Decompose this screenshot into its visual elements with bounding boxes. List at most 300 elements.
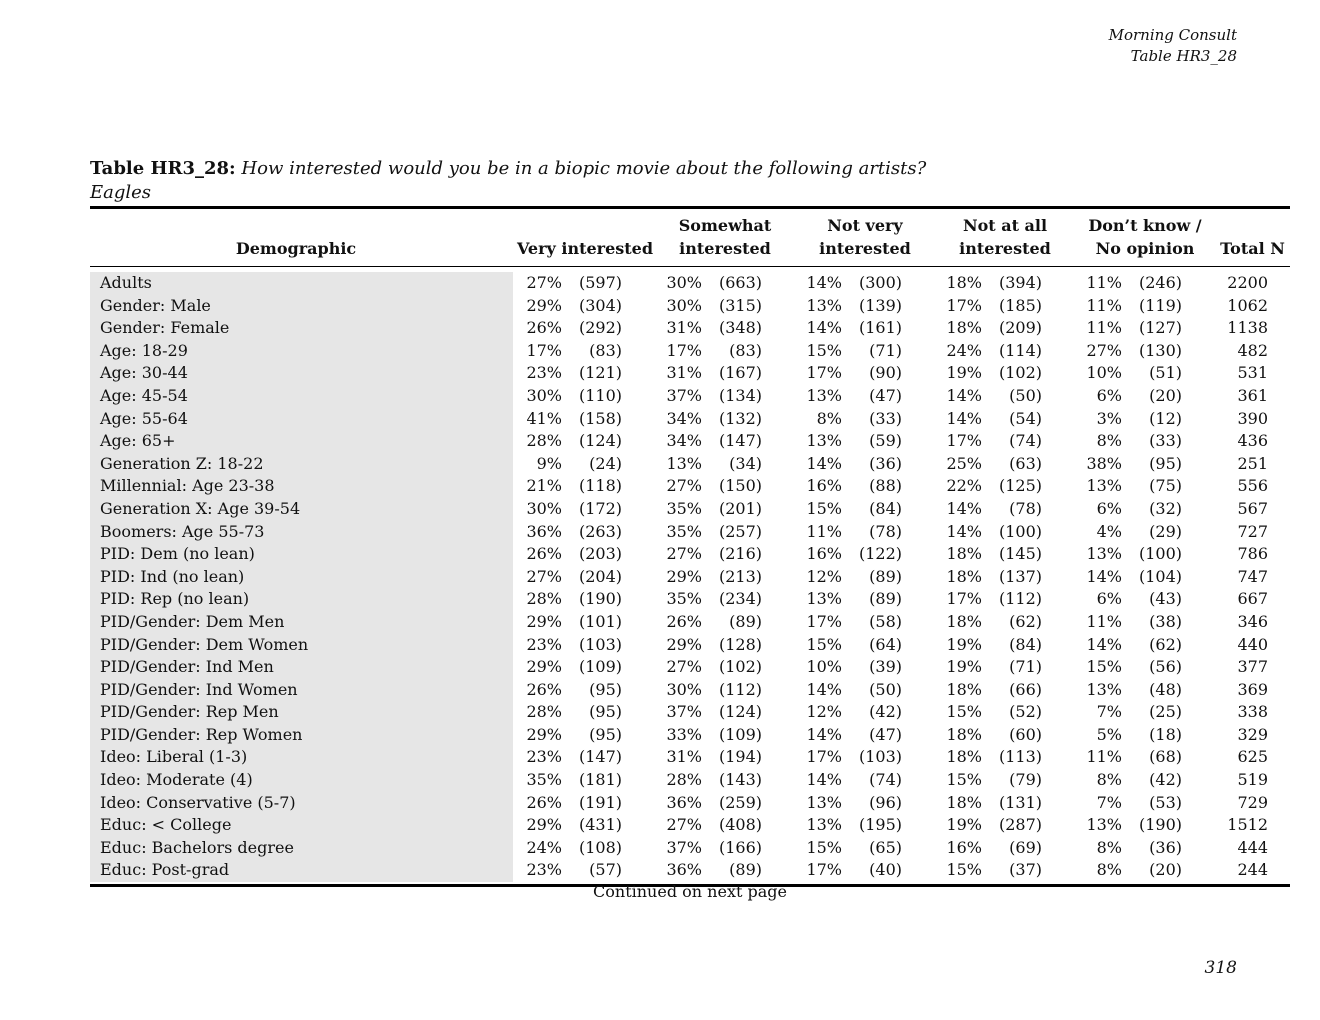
cell-total-n: 1062 — [1227, 295, 1268, 315]
cell-percent: 30% — [666, 273, 702, 292]
table-row — [90, 611, 1290, 634]
cell-count: (57) — [589, 860, 622, 880]
table-row — [90, 362, 1290, 385]
cell-count: (300) — [858, 273, 902, 292]
cell-count: (112) — [998, 589, 1042, 609]
table-row — [90, 475, 1290, 498]
cell-percent: 19% — [946, 363, 982, 383]
row-label: Generation Z: 18-22 — [100, 453, 264, 473]
cell-percent: 17% — [806, 611, 842, 631]
cell-count: (52) — [1009, 702, 1042, 722]
row-label: Boomers: Age 55-73 — [100, 521, 265, 541]
table-row — [90, 814, 1290, 837]
cell-count: (204) — [578, 566, 622, 586]
cell-count: (96) — [869, 792, 902, 812]
cell-count: (348) — [718, 318, 762, 338]
cell-percent: 15% — [946, 770, 982, 790]
cell-count: (90) — [869, 363, 902, 383]
cell-count: (127) — [1138, 318, 1182, 338]
cell-percent: 18% — [946, 318, 982, 338]
cell-count: (104) — [1138, 566, 1182, 586]
cell-percent: 15% — [946, 702, 982, 722]
cell-percent: 13% — [1086, 679, 1122, 699]
cell-percent: 13% — [806, 815, 842, 835]
cell-count: (32) — [1149, 498, 1182, 518]
cell-count: (101) — [578, 611, 622, 631]
cell-percent: 35% — [666, 589, 702, 609]
table-header — [90, 209, 1290, 267]
cell-percent: 12% — [806, 702, 842, 722]
cell-count: (161) — [858, 318, 902, 338]
cell-percent: 17% — [666, 340, 702, 360]
cell-percent: 17% — [946, 431, 982, 451]
row-label: Millennial: Age 23-38 — [100, 476, 275, 496]
cell-count: (60) — [1009, 724, 1042, 744]
cell-percent: 17% — [526, 340, 562, 360]
cell-count: (124) — [718, 702, 762, 722]
cell-count: (304) — [578, 295, 622, 315]
table-row — [90, 588, 1290, 611]
cell-total-n: 361 — [1237, 385, 1268, 405]
cell-total-n: 244 — [1237, 860, 1268, 880]
cell-percent: 14% — [1086, 634, 1122, 654]
cell-percent: 35% — [666, 521, 702, 541]
cell-count: (62) — [1149, 634, 1182, 654]
row-label: PID/Gender: Rep Men — [100, 702, 279, 722]
cell-count: (84) — [1009, 634, 1042, 654]
table-row — [90, 498, 1290, 521]
cell-percent: 11% — [1086, 611, 1122, 631]
source-name: Morning Consult — [1108, 26, 1237, 44]
cell-percent: 24% — [946, 340, 982, 360]
cell-count: (203) — [578, 544, 622, 564]
cell-count: (42) — [1149, 770, 1182, 790]
row-label: PID/Gender: Rep Women — [100, 724, 303, 744]
cell-percent: 27% — [666, 544, 702, 564]
cell-count: (246) — [1138, 273, 1182, 292]
cell-percent: 19% — [946, 657, 982, 677]
cell-total-n: 251 — [1237, 453, 1268, 473]
cell-percent: 31% — [666, 747, 702, 767]
cell-percent: 29% — [666, 634, 702, 654]
cell-percent: 23% — [526, 747, 562, 767]
cell-percent: 29% — [526, 724, 562, 744]
row-label: PID: Rep (no lean) — [100, 589, 250, 609]
cell-percent: 17% — [946, 589, 982, 609]
cell-count: (172) — [578, 498, 622, 518]
cell-count: (209) — [998, 318, 1042, 338]
cell-count: (131) — [998, 792, 1042, 812]
cell-count: (50) — [869, 679, 902, 699]
cell-count: (89) — [869, 566, 902, 586]
cell-count: (36) — [869, 453, 902, 473]
cell-total-n: 1138 — [1227, 318, 1268, 338]
cell-count: (78) — [869, 521, 902, 541]
col-header-somewhat-interested: Somewhat interested — [678, 216, 772, 258]
cell-count: (59) — [869, 431, 902, 451]
row-label: Ideo: Conservative (5-7) — [100, 792, 296, 812]
cell-percent: 11% — [1086, 295, 1122, 315]
cell-percent: 4% — [1096, 521, 1122, 541]
cell-count: (112) — [718, 679, 762, 699]
cell-count: (95) — [1149, 453, 1182, 473]
cell-total-n: 346 — [1237, 611, 1268, 631]
table-row — [90, 521, 1290, 544]
cell-percent: 11% — [1086, 747, 1122, 767]
page-number: 318 — [1204, 958, 1237, 978]
cell-count: (47) — [869, 724, 902, 744]
cell-count: (89) — [729, 611, 762, 631]
cell-count: (113) — [998, 747, 1042, 767]
cell-count: (47) — [869, 385, 902, 405]
row-label: Age: 65+ — [100, 431, 176, 451]
cell-percent: 23% — [526, 860, 562, 880]
table-row — [90, 724, 1290, 747]
cell-count: (71) — [869, 340, 902, 360]
cell-percent: 15% — [806, 498, 842, 518]
table-row — [90, 295, 1290, 318]
cell-total-n: 531 — [1237, 363, 1268, 383]
cell-count: (33) — [1149, 431, 1182, 451]
cell-percent: 29% — [526, 657, 562, 677]
cell-total-n: 729 — [1237, 792, 1268, 812]
cell-count: (68) — [1149, 747, 1182, 767]
cell-percent: 17% — [806, 363, 842, 383]
cell-count: (213) — [718, 566, 762, 586]
row-label: Age: 55-64 — [100, 408, 188, 428]
cell-percent: 27% — [666, 476, 702, 496]
cell-percent: 30% — [526, 498, 562, 518]
cell-count: (54) — [1009, 408, 1042, 428]
cell-count: (42) — [869, 702, 902, 722]
cell-percent: 13% — [666, 453, 702, 473]
cell-count: (25) — [1149, 702, 1182, 722]
table-row — [90, 272, 1290, 295]
cell-count: (37) — [1009, 860, 1042, 880]
cell-count: (190) — [1138, 815, 1182, 835]
cell-percent: 18% — [946, 724, 982, 744]
cell-count: (194) — [718, 747, 762, 767]
cell-count: (394) — [998, 273, 1042, 292]
cell-count: (121) — [578, 363, 622, 383]
cell-count: (29) — [1149, 521, 1182, 541]
cell-count: (95) — [589, 702, 622, 722]
row-label: Adults — [100, 273, 152, 292]
row-label: Educ: < College — [100, 815, 232, 835]
cell-percent: 36% — [526, 521, 562, 541]
cell-percent: 18% — [946, 273, 982, 292]
cell-percent: 28% — [526, 589, 562, 609]
cell-percent: 8% — [1096, 837, 1122, 857]
cell-percent: 29% — [666, 566, 702, 586]
cell-percent: 7% — [1096, 792, 1122, 812]
crosstab-table — [90, 206, 1290, 887]
cell-count: (181) — [578, 770, 622, 790]
cell-percent: 8% — [1096, 770, 1122, 790]
cell-percent: 13% — [1086, 544, 1122, 564]
cell-count: (50) — [1009, 385, 1042, 405]
row-label: Age: 45-54 — [100, 385, 188, 405]
cell-percent: 34% — [666, 431, 702, 451]
cell-count: (263) — [578, 521, 622, 541]
row-label: PID: Ind (no lean) — [100, 566, 245, 586]
table-label: Table HR3_28: — [90, 158, 236, 179]
table-row — [90, 317, 1290, 340]
cell-total-n: 444 — [1237, 837, 1268, 857]
cell-total-n: 556 — [1237, 476, 1268, 496]
cell-count: (134) — [718, 385, 762, 405]
cell-total-n: 786 — [1237, 544, 1268, 564]
cell-percent: 27% — [526, 566, 562, 586]
cell-percent: 18% — [946, 747, 982, 767]
cell-percent: 27% — [666, 657, 702, 677]
cell-percent: 11% — [1086, 318, 1122, 338]
cell-percent: 14% — [806, 273, 842, 292]
cell-percent: 37% — [666, 385, 702, 405]
cell-percent: 14% — [806, 453, 842, 473]
table-subject: Eagles — [90, 182, 152, 203]
cell-count: (100) — [1138, 544, 1182, 564]
cell-count: (130) — [1138, 340, 1182, 360]
cell-count: (75) — [1149, 476, 1182, 496]
table-id: Table HR3_28 — [1130, 47, 1237, 65]
cell-count: (95) — [589, 724, 622, 744]
cell-count: (216) — [718, 544, 762, 564]
cell-percent: 16% — [806, 476, 842, 496]
table-row — [90, 792, 1290, 815]
cell-percent: 18% — [946, 611, 982, 631]
cell-count: (145) — [998, 544, 1042, 564]
table-row — [90, 634, 1290, 657]
cell-percent: 14% — [946, 408, 982, 428]
cell-percent: 7% — [1096, 702, 1122, 722]
cell-count: (119) — [1138, 295, 1182, 315]
cell-count: (69) — [1009, 837, 1042, 857]
row-label: Educ: Bachelors degree — [100, 837, 294, 857]
table-row — [90, 340, 1290, 363]
col-header-dont-know: Don’t know / No opinion — [1088, 216, 1202, 258]
cell-percent: 37% — [666, 702, 702, 722]
cell-count: (64) — [869, 634, 902, 654]
cell-percent: 26% — [526, 318, 562, 338]
cell-count: (18) — [1149, 724, 1182, 744]
table-row — [90, 656, 1290, 679]
cell-count: (65) — [869, 837, 902, 857]
col-header-very-interested: Very interested — [516, 239, 654, 258]
cell-percent: 27% — [666, 815, 702, 835]
row-label: Ideo: Liberal (1-3) — [100, 747, 248, 767]
cell-percent: 5% — [1096, 724, 1122, 744]
cell-percent: 19% — [946, 815, 982, 835]
cell-percent: 17% — [946, 295, 982, 315]
cell-count: (78) — [1009, 498, 1042, 518]
cell-count: (147) — [578, 747, 622, 767]
cell-count: (109) — [578, 657, 622, 677]
cell-count: (83) — [589, 340, 622, 360]
table-row — [90, 385, 1290, 408]
row-label: PID/Gender: Ind Women — [100, 679, 298, 699]
cell-percent: 18% — [946, 792, 982, 812]
cell-count: (24) — [589, 453, 622, 473]
row-label: Educ: Post-grad — [100, 860, 230, 880]
cell-count: (103) — [858, 747, 902, 767]
cell-count: (158) — [578, 408, 622, 428]
cell-count: (38) — [1149, 611, 1182, 631]
cell-percent: 6% — [1096, 498, 1122, 518]
cell-count: (56) — [1149, 657, 1182, 677]
table-title — [90, 157, 926, 205]
cell-total-n: 567 — [1237, 498, 1268, 518]
cell-count: (79) — [1009, 770, 1042, 790]
table-question: How interested would you be in a biopic movie about the following artists? — [241, 158, 927, 179]
cell-count: (43) — [1149, 589, 1182, 609]
cell-count: (84) — [869, 498, 902, 518]
cell-total-n: 338 — [1237, 702, 1268, 722]
cell-percent: 17% — [806, 860, 842, 880]
cell-percent: 18% — [946, 566, 982, 586]
cell-percent: 6% — [1096, 385, 1122, 405]
cell-percent: 38% — [1086, 453, 1122, 473]
row-label: Age: 18-29 — [100, 340, 188, 360]
cell-percent: 14% — [806, 318, 842, 338]
row-label: Gender: Female — [100, 318, 230, 338]
cell-total-n: 625 — [1237, 747, 1268, 767]
cell-count: (48) — [1149, 679, 1182, 699]
cell-total-n: 2200 — [1227, 273, 1268, 292]
cell-count: (167) — [718, 363, 762, 383]
table-row — [90, 679, 1290, 702]
cell-percent: 30% — [666, 679, 702, 699]
cell-percent: 36% — [666, 860, 702, 880]
cell-count: (139) — [858, 295, 902, 315]
cell-percent: 14% — [946, 498, 982, 518]
cell-count: (150) — [718, 476, 762, 496]
cell-percent: 37% — [666, 837, 702, 857]
cell-total-n: 390 — [1237, 408, 1268, 428]
table-row — [90, 859, 1290, 882]
cell-count: (71) — [1009, 657, 1042, 677]
cell-percent: 8% — [1096, 431, 1122, 451]
col-header-total-n: Total N — [1220, 239, 1285, 258]
cell-count: (74) — [1009, 431, 1042, 451]
cell-count: (66) — [1009, 679, 1042, 699]
cell-percent: 13% — [1086, 815, 1122, 835]
cell-count: (109) — [718, 724, 762, 744]
table-row — [90, 837, 1290, 860]
cell-count: (62) — [1009, 611, 1042, 631]
cell-percent: 25% — [946, 453, 982, 473]
cell-percent: 15% — [946, 860, 982, 880]
cell-percent: 3% — [1096, 408, 1122, 428]
cell-percent: 26% — [666, 611, 702, 631]
cell-count: (102) — [718, 657, 762, 677]
cell-percent: 22% — [946, 476, 982, 496]
cell-count: (143) — [718, 770, 762, 790]
cell-percent: 17% — [806, 747, 842, 767]
cell-count: (166) — [718, 837, 762, 857]
cell-total-n: 329 — [1237, 724, 1268, 744]
cell-count: (39) — [869, 657, 902, 677]
cell-count: (51) — [1149, 363, 1182, 383]
cell-count: (89) — [729, 860, 762, 880]
cell-count: (137) — [998, 566, 1042, 586]
cell-count: (63) — [1009, 453, 1042, 473]
cell-count: (125) — [998, 476, 1042, 496]
table-row — [90, 408, 1290, 431]
cell-count: (292) — [578, 318, 622, 338]
cell-percent: 24% — [526, 837, 562, 857]
table-row — [90, 430, 1290, 453]
cell-percent: 29% — [526, 815, 562, 835]
cell-percent: 12% — [806, 566, 842, 586]
row-label: Age: 30-44 — [100, 363, 188, 383]
cell-percent: 15% — [1086, 657, 1122, 677]
cell-count: (132) — [718, 408, 762, 428]
row-label: PID/Gender: Dem Women — [100, 634, 309, 654]
cell-percent: 21% — [526, 476, 562, 496]
cell-count: (195) — [858, 815, 902, 835]
cell-count: (185) — [998, 295, 1042, 315]
cell-percent: 10% — [806, 657, 842, 677]
cell-percent: 27% — [526, 273, 562, 292]
cell-percent: 18% — [946, 679, 982, 699]
table-row — [90, 701, 1290, 724]
cell-total-n: 747 — [1237, 566, 1268, 586]
cell-percent: 28% — [526, 431, 562, 451]
cell-percent: 13% — [806, 385, 842, 405]
row-label: Ideo: Moderate (4) — [100, 770, 253, 790]
cell-percent: 14% — [806, 724, 842, 744]
cell-count: (33) — [869, 408, 902, 428]
col-header-not-at-all-interested: Not at all interested — [959, 216, 1051, 258]
cell-total-n: 667 — [1237, 589, 1268, 609]
cell-count: (88) — [869, 476, 902, 496]
cell-percent: 14% — [1086, 566, 1122, 586]
cell-percent: 14% — [946, 521, 982, 541]
cell-percent: 29% — [526, 611, 562, 631]
row-label: PID: Dem (no lean) — [100, 544, 255, 564]
cell-count: (257) — [718, 521, 762, 541]
cell-percent: 13% — [806, 295, 842, 315]
table-row — [90, 453, 1290, 476]
cell-count: (118) — [578, 476, 622, 496]
cell-count: (40) — [869, 860, 902, 880]
cell-percent: 15% — [806, 634, 842, 654]
cell-percent: 11% — [1086, 273, 1122, 292]
cell-percent: 14% — [806, 679, 842, 699]
cell-count: (89) — [869, 589, 902, 609]
cell-percent: 35% — [526, 770, 562, 790]
cell-count: (259) — [718, 792, 762, 812]
cell-total-n: 436 — [1237, 431, 1268, 451]
cell-count: (20) — [1149, 385, 1182, 405]
cell-percent: 30% — [526, 385, 562, 405]
continued-note: Continued on next page — [593, 882, 787, 901]
cell-count: (95) — [589, 679, 622, 699]
cell-count: (102) — [998, 363, 1042, 383]
cell-percent: 26% — [526, 679, 562, 699]
table-row — [90, 769, 1290, 792]
cell-count: (34) — [729, 453, 762, 473]
cell-percent: 31% — [666, 363, 702, 383]
cell-count: (190) — [578, 589, 622, 609]
cell-count: (12) — [1149, 408, 1182, 428]
cell-count: (108) — [578, 837, 622, 857]
cell-count: (53) — [1149, 792, 1182, 812]
cell-count: (431) — [578, 815, 622, 835]
cell-count: (147) — [718, 431, 762, 451]
cell-percent: 9% — [536, 453, 562, 473]
